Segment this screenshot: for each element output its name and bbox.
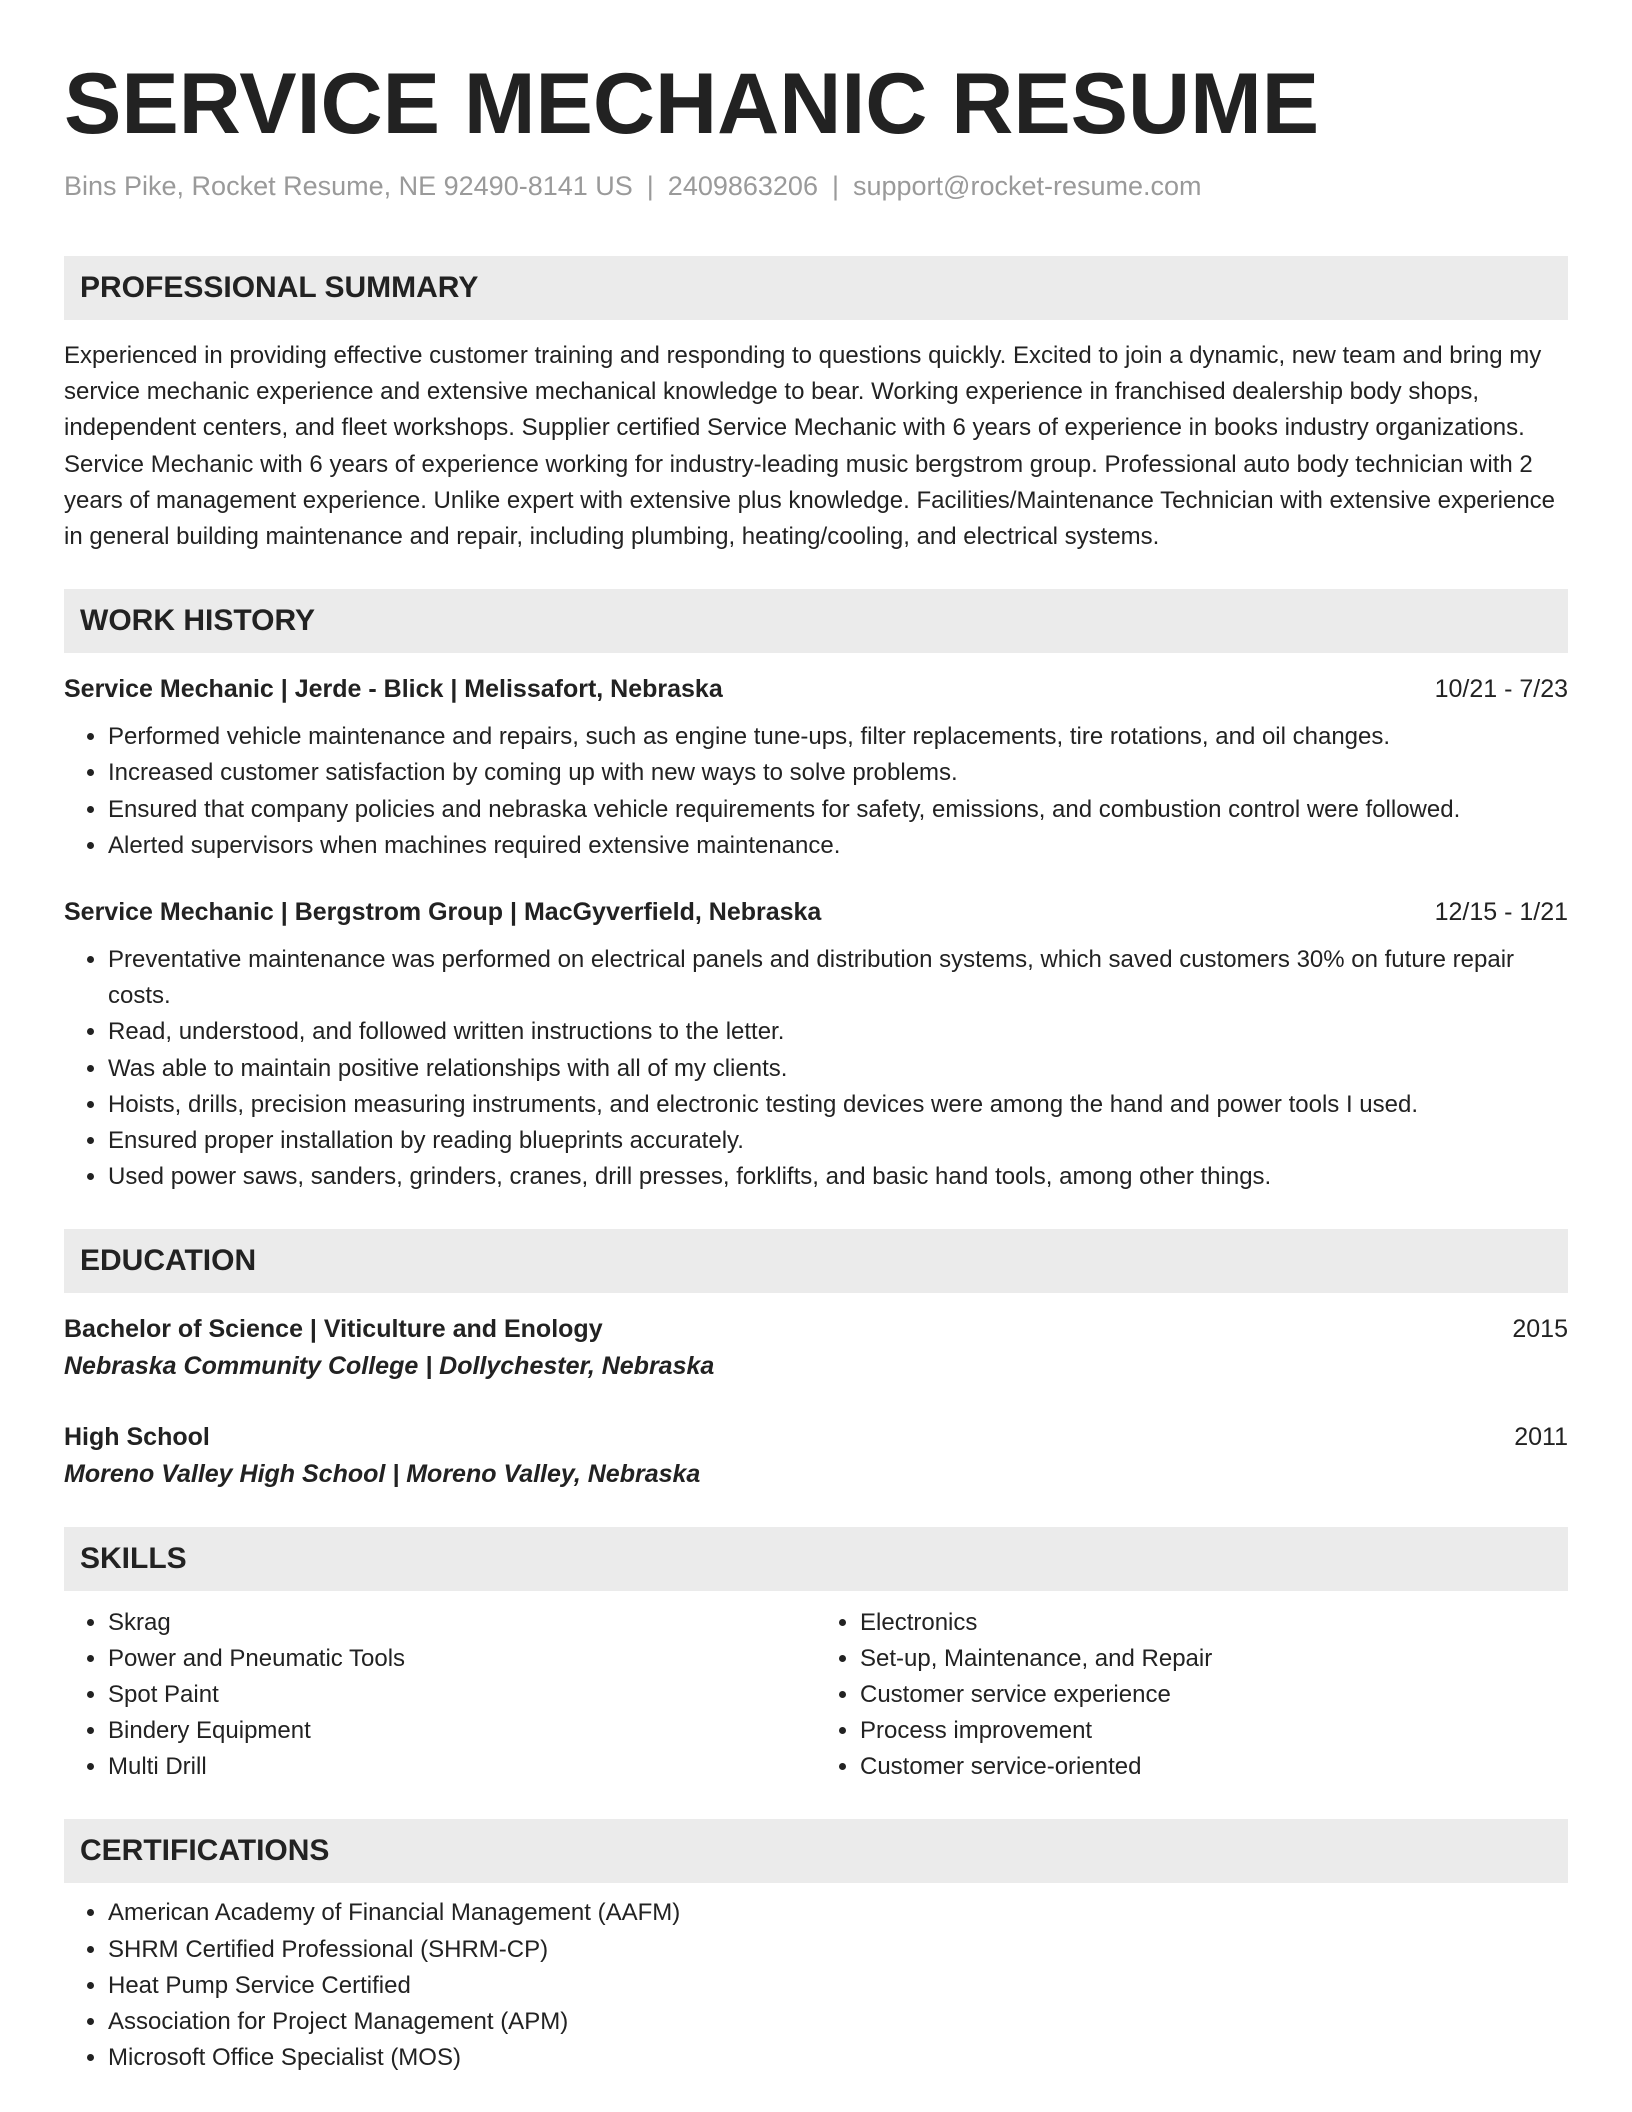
job-header (64, 671, 1568, 707)
education-degree: High School (64, 1423, 210, 1452)
job-bullet: • Alerted supervisors when machines required extensive maintenance. (108, 828, 1568, 864)
section-heading-summary: PROFESSIONAL SUMMARY (64, 256, 1568, 320)
skills-list-right (816, 1605, 1568, 1785)
skill-item: • Spot Paint (108, 1677, 816, 1713)
education-header (64, 1419, 1568, 1455)
skill-item: • Power and Pneumatic Tools (108, 1641, 816, 1677)
section-heading-education: EDUCATION (64, 1229, 1568, 1293)
job-header (64, 894, 1568, 930)
job-dates: 10/21 - 7/23 (1434, 675, 1568, 704)
education-year: 2011 (1514, 1423, 1568, 1452)
skill-item: • Electronics (860, 1605, 1568, 1641)
job-entry (64, 894, 1568, 1195)
section-heading-work-history: WORK HISTORY (64, 589, 1568, 653)
job-bullet: • Read, understood, and followed written instructions to the letter. (108, 1014, 1568, 1050)
education-school: Moreno Valley High School | Moreno Valley, Nebraska (64, 1460, 701, 1489)
skill-item: • Skrag (108, 1605, 816, 1641)
education-degree: Bachelor of Science | Viticulture and Enology (64, 1315, 603, 1344)
job-bullet: • Hoists, drills, precision measuring instruments, and electronic testing devices were among the hand and power tools I used. (108, 1087, 1568, 1123)
education-year: 2015 (1512, 1315, 1568, 1344)
contact-separator: | (831, 171, 839, 201)
job-bullets (64, 719, 1568, 864)
job-bullet: • Was able to maintain positive relationships with all of my clients. (108, 1051, 1568, 1087)
skills-list-left (64, 1605, 816, 1785)
skill-item: • Bindery Equipment (108, 1713, 816, 1749)
job-bullets (64, 942, 1568, 1195)
job-bullet: • Performed vehicle maintenance and repairs, such as engine tune-ups, filter replacements, tire rotations, and oil changes. (108, 719, 1568, 755)
job-bullet: • Increased customer satisfaction by coming up with new ways to solve problems. (108, 755, 1568, 791)
skill-item: • Process improvement (860, 1713, 1568, 1749)
section-heading-certifications: CERTIFICATIONS (64, 1819, 1568, 1883)
certification-item: • SHRM Certified Professional (SHRM-CP) (108, 1932, 1568, 1968)
section-heading-skills: SKILLS (64, 1527, 1568, 1591)
contact-phone: 2409863206 (667, 171, 818, 201)
contact-email: support@rocket-resume.com (852, 171, 1202, 201)
job-bullet: • Preventative maintenance was performed on electrical panels and distribution systems, which saved customers 30% on future repair costs. (108, 942, 1568, 1014)
job-title: Service Mechanic | Bergstrom Group | MacGyverfield, Nebraska (64, 898, 822, 927)
job-entry (64, 671, 1568, 864)
skills-columns (64, 1605, 1568, 1785)
contact-separator: | (646, 171, 654, 201)
education-school: Nebraska Community College | Dollychester, Nebraska (64, 1352, 715, 1381)
job-dates: 12/15 - 1/21 (1434, 898, 1568, 927)
skill-item: • Set-up, Maintenance, and Repair (860, 1641, 1568, 1677)
education-header (64, 1311, 1568, 1347)
education-entry (64, 1419, 1568, 1493)
resume-title: SERVICE MECHANIC RESUME (64, 56, 1320, 152)
education-entry (64, 1311, 1568, 1385)
certification-item: • Heat Pump Service Certified (108, 1968, 1568, 2004)
contact-line (64, 168, 1568, 204)
skill-item: • Customer service-oriented (860, 1749, 1568, 1785)
job-bullet: • Ensured that company policies and nebraska vehicle requirements for safety, emissions, and combustion control were followed. (108, 792, 1568, 828)
certification-item: • Microsoft Office Specialist (MOS) (108, 2040, 1568, 2076)
certification-item: • Association for Project Management (APM) (108, 2004, 1568, 2040)
summary-text: Experienced in providing effective customer training and responding to questions quickly. Excited to join a dynamic, new team and bring my service mechanic experience and extensive mechanical knowledge to bear. Working experience in franchised dealership body shops, independent centers, and fleet workshops. Supplier certified Service Mechanic with 6 years of experience in books industry organizations. Service Mechanic with 6 years of experience working for industry-leading music bergstrom group. Professional auto body technician with 2 years of management experience. Unlike expert with extensive plus knowledge. Facilities/Maintenance Technician with extensive experience in general building maintenance and repair, including plumbing, heating/cooling, and electrical systems. (64, 342, 1556, 551)
job-bullet: • Used power saws, sanders, grinders, cranes, drill presses, forklifts, and basic hand tools, among other things. (108, 1159, 1568, 1195)
contact-address: Bins Pike, Rocket Resume, NE 92490-8141 US (64, 171, 633, 201)
skill-item: • Multi Drill (108, 1749, 816, 1785)
job-bullet: • Ensured proper installation by reading blueprints accurately. (108, 1123, 1568, 1159)
certification-item: • American Academy of Financial Management (AAFM) (108, 1895, 1568, 1931)
certifications-list (64, 1895, 1568, 2076)
job-title: Service Mechanic | Jerde - Blick | Melissafort, Nebraska (64, 675, 723, 704)
skill-item: • Customer service experience (860, 1677, 1568, 1713)
